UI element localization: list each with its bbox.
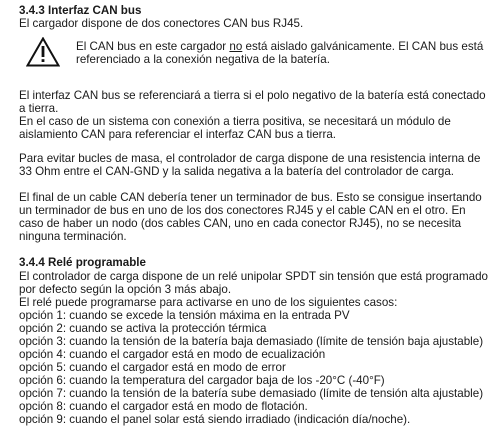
- warning-emphasis: no: [229, 40, 243, 53]
- paragraph-ground-reference: [19, 89, 493, 141]
- paragraph-ground-loops: [19, 152, 493, 178]
- paragraph-line: aislamiento CAN para referenciar el interfaz CAN bus a tierra.: [19, 128, 337, 141]
- list-item: opción 1: cuando se excede la tensión máxima en la entrada PV: [19, 309, 350, 322]
- list-item: opción 6: cuando la temperatura del cargador baja de los -20°C (-40°F): [19, 374, 385, 387]
- paragraph-line: caso de haber un nodo (dos cables CAN, uno en cada conector RJ45), no se necesita: [19, 217, 462, 230]
- paragraph-bus-terminator: [19, 191, 493, 243]
- relay-options-list: [19, 309, 493, 426]
- list-item: opción 8: cuando el cargador está en modo de flotación.: [19, 400, 308, 413]
- paragraph-line: ninguna terminación.: [19, 230, 127, 243]
- list-item: opción 7: cuando la tensión de la batería sube demasiado (límite de tensión alta ajustable): [19, 387, 484, 400]
- paragraph-line: por defecto según la opción 3 más abajo.: [19, 283, 232, 296]
- list-item: opción 9: cuando el panel solar está siendo irradiado (indicación día/noche).: [19, 413, 411, 426]
- list-item: opción 4: cuando el cargador está en modo de ecualización: [19, 348, 326, 361]
- list-item: opción 5: cuando el cargador está en modo de error: [19, 361, 286, 374]
- list-item: opción 3: cuando la tensión de la batería baja demasiado (límite de tensión baja ajustable): [19, 335, 484, 348]
- warning-triangle-icon: [26, 37, 60, 67]
- paragraph-line: El controlador de carga dispone de un relé unipolar SPDT sin tensión que está programado: [19, 270, 488, 283]
- section-heading-programmable-relay: 3.4.4 Relé programable: [19, 256, 146, 269]
- can-bus-intro: El cargador dispone de dos conectores CAN bus RJ45.: [19, 17, 304, 30]
- warning-text: [76, 40, 486, 66]
- relay-description: [19, 270, 493, 309]
- list-item: opción 2: cuando se activa la protección térmica: [19, 322, 267, 335]
- section-heading-can-bus: 3.4.3 Interfaz CAN bus: [19, 4, 142, 17]
- warning-text-part: El CAN bus en este cargador: [76, 40, 230, 53]
- paragraph-line: un terminador de bus en uno de los dos conectores RJ45 y el cable CAN en el otro. En: [19, 204, 466, 217]
- paragraph-line: 33 Ohm entre el CAN-GND y la salida negativa a la batería del controlador de carga.: [19, 165, 454, 178]
- warning-text-part: está aislado galvánicamente. El CAN bus está referenciado a la conexión negativa de la batería.: [76, 40, 484, 66]
- paragraph-line: a tierra.: [19, 102, 59, 115]
- paragraph-line: El final de un cable CAN debería tener un terminador de bus. Esto se consigue insertando: [19, 191, 482, 204]
- paragraph-line: En el caso de un sistema con conexión a tierra positiva, se necesitará un módulo de: [19, 115, 451, 128]
- paragraph-line: El relé puede programarse para activarse en uno de los siguientes casos:: [19, 296, 398, 309]
- paragraph-line: Para evitar bucles de masa, el controlador de carga dispone de una resistencia interna de: [19, 152, 481, 165]
- paragraph-line: El interfaz CAN bus se referenciará a tierra si el polo negativo de la batería está conectado: [19, 89, 486, 102]
